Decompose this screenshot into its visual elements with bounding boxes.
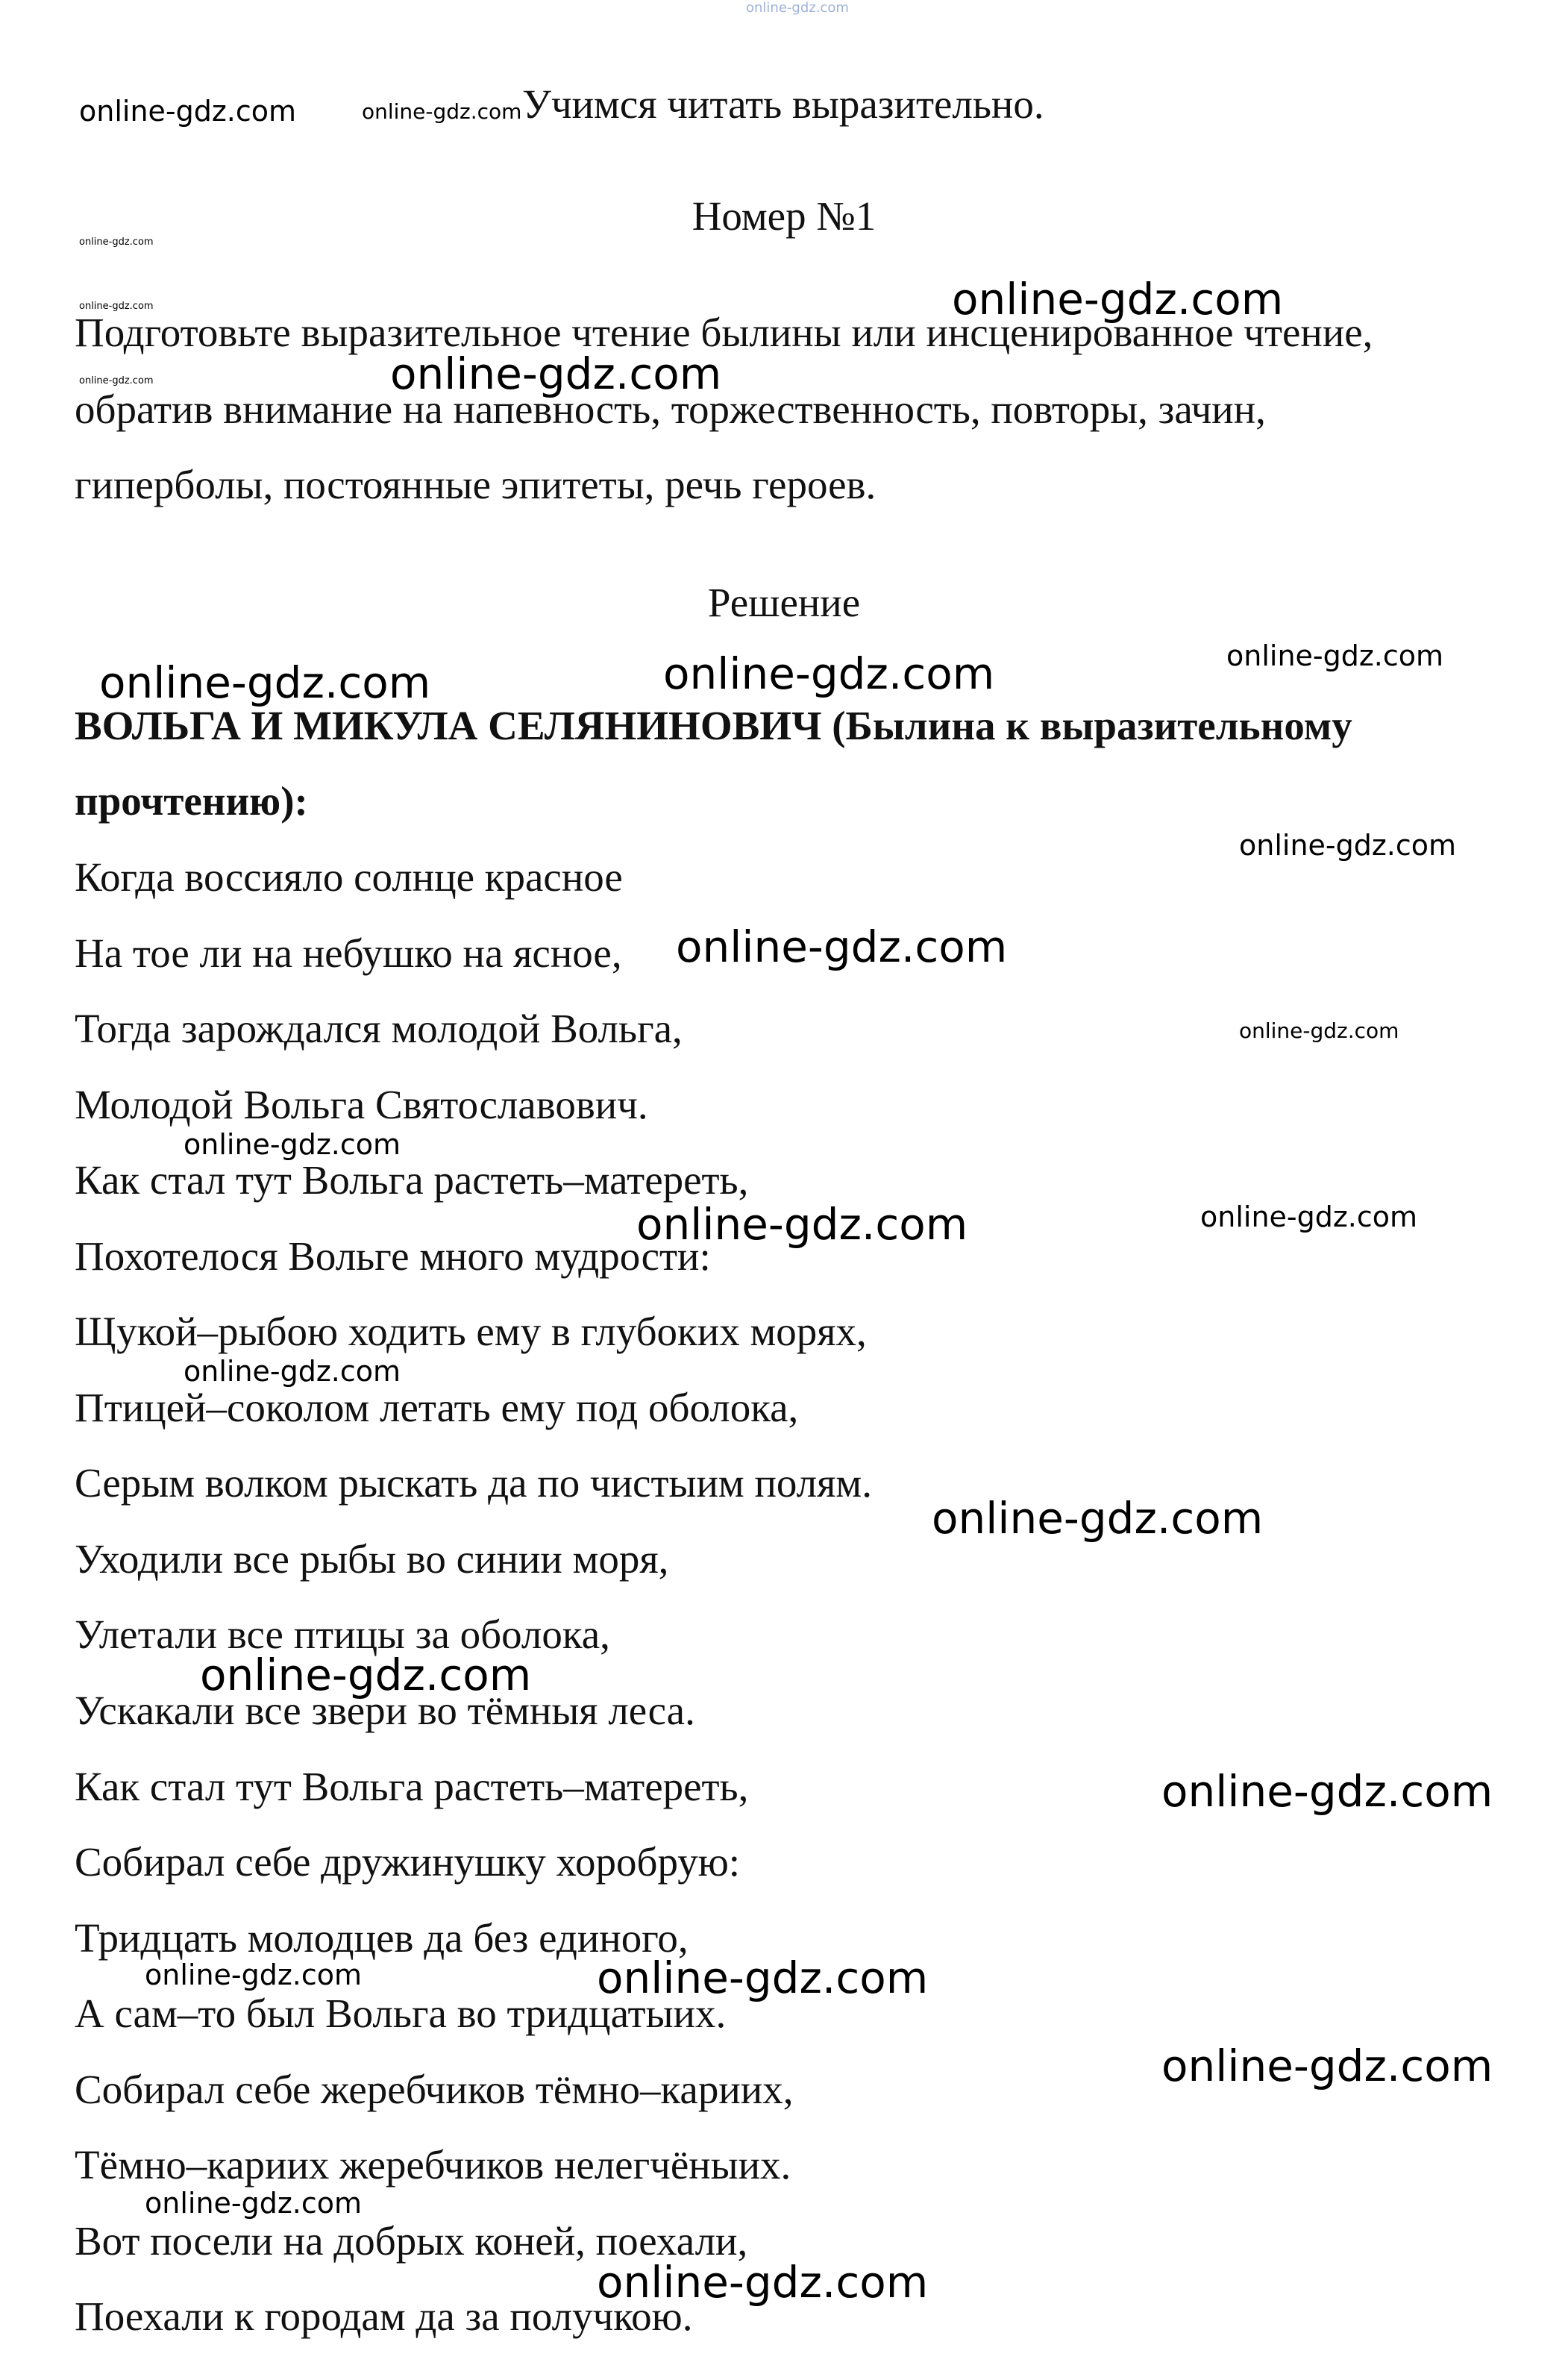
poem-line: Щукой–рыбою ходить ему в глубоких морях, xyxy=(75,1309,867,1354)
watermark: online-gdz.com xyxy=(145,1958,363,1991)
watermark: online-gdz.com xyxy=(184,1355,401,1388)
watermark: online-gdz.com xyxy=(932,1493,1264,1544)
watermark: online-gdz.com xyxy=(79,301,154,312)
watermark: online-gdz.com xyxy=(79,375,154,386)
watermark: online-gdz.com xyxy=(79,95,297,128)
watermark: online-gdz.com xyxy=(597,2257,929,2308)
poem-line: Как стал тут Вольга растеть–матереть, xyxy=(75,1157,749,1203)
poem-line: Когда воссияло солнце красное xyxy=(75,854,623,900)
poem-line: А сам–то был Вольга во тридцатыих. xyxy=(75,1991,727,2036)
poem-line: Тридцать молодцев да без единого, xyxy=(75,1915,689,1961)
poem-line: Птицей–соколом летать ему под оболока, xyxy=(75,1385,799,1430)
watermark: online-gdz.com xyxy=(636,1199,968,1250)
poem-line: Серым волком рыскать да по чистыим полям. xyxy=(75,1460,872,1506)
watermark: online-gdz.com xyxy=(1161,2041,1493,2091)
watermark: online-gdz.com xyxy=(1161,1766,1493,1817)
watermark: online-gdz.com xyxy=(597,1952,929,2003)
poem-line: Уходили все рыбы во синии моря, xyxy=(75,1536,669,1582)
poem-line: Улетали все птицы за оболока, xyxy=(75,1612,610,1657)
watermark: online-gdz.com xyxy=(200,1650,532,1700)
poem-line: Поехали к городам да за получкою. xyxy=(75,2293,693,2339)
watermark: online-gdz.com xyxy=(746,0,849,16)
poem-line: Как стал тут Вольга растеть–матереть, xyxy=(75,1764,749,1809)
solution-label: Решение xyxy=(707,580,861,625)
poem-line: Тёмно–кариих жеребчиков нелегчёныих. xyxy=(75,2142,791,2188)
watermark: online-gdz.com xyxy=(79,237,154,248)
poem-line: Ускакали все звери во тёмныя леса. xyxy=(75,1688,695,1733)
task-line: Подготовьте выразительное чтение былины или инсценированное чтение, xyxy=(75,310,1373,355)
watermark: online-gdz.com xyxy=(362,99,522,124)
watermark: online-gdz.com xyxy=(99,657,431,708)
poem-line: Собирал себе дружинушку хоробрую: xyxy=(75,1839,741,1885)
poem-line: Вот посели на добрых коней, поехали, xyxy=(75,2218,748,2264)
task-number: Номер №1 xyxy=(692,193,876,239)
poem-line: Собирал себе жеребчиков тёмно–кариих, xyxy=(75,2067,794,2112)
watermark: online-gdz.com xyxy=(1226,639,1444,672)
task-line: гиперболы, постоянные эпитеты, речь героев. xyxy=(75,462,876,507)
watermark: online-gdz.com xyxy=(390,348,722,399)
watermark: online-gdz.com xyxy=(1200,1200,1418,1233)
solution-title: прочтению): xyxy=(75,778,308,824)
solution-title: ВОЛЬГА И МИКУЛА СЕЛЯНИНОВИЧ (Былина к выразительному xyxy=(75,703,1352,748)
poem-line: Тогда зарождался молодой Вольга, xyxy=(75,1006,683,1051)
poem-line: На тое ли на небушко на ясное, xyxy=(75,930,622,976)
watermark: online-gdz.com xyxy=(145,2187,363,2220)
section-title: Учимся читать выразительно. xyxy=(522,81,1044,127)
task-line: обратив внимание на напевность, торжественность, повторы, зачин, xyxy=(75,386,1266,432)
watermark: online-gdz.com xyxy=(1239,829,1457,862)
watermark: online-gdz.com xyxy=(184,1128,401,1161)
watermark: online-gdz.com xyxy=(663,648,995,699)
watermark: online-gdz.com xyxy=(1239,1018,1399,1043)
watermark: online-gdz.com xyxy=(676,921,1008,972)
poem-line: Молодой Вольга Святославович. xyxy=(75,1082,648,1127)
watermark: online-gdz.com xyxy=(952,274,1284,325)
poem-line: Похотелося Вольге много мудрости: xyxy=(75,1233,711,1279)
